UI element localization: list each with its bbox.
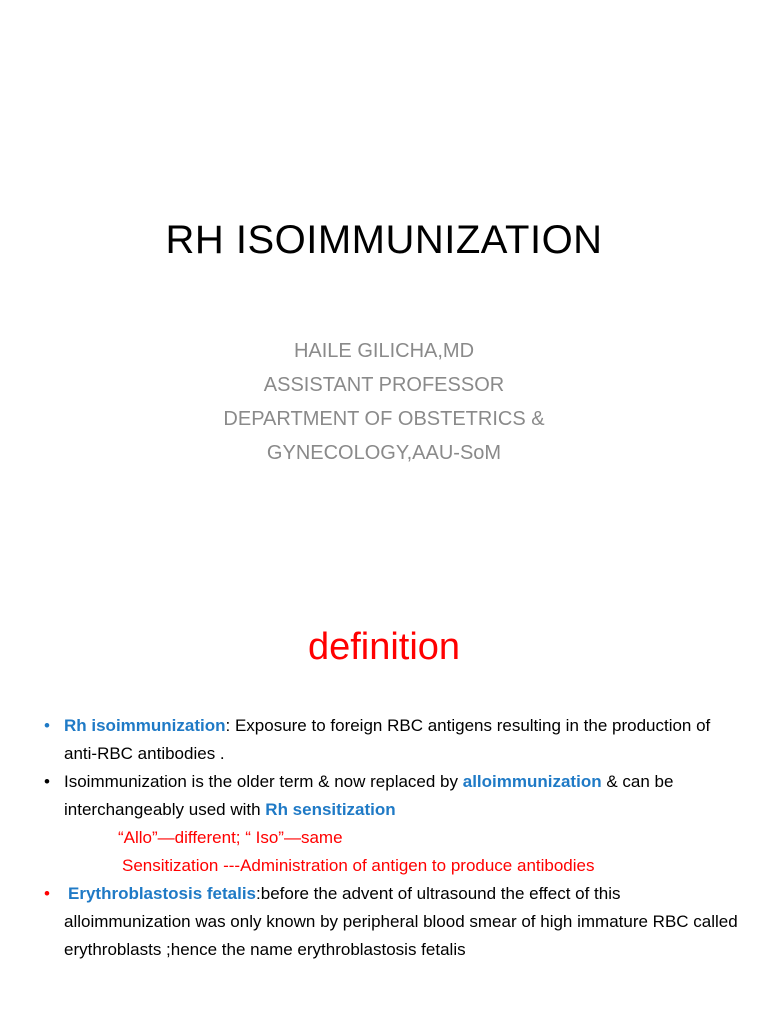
author-position: ASSISTANT PROFESSOR [263,374,505,396]
definition-slide [0,600,768,1024]
bullet-dot-icon: • [44,716,50,735]
bullet-text: :before the advent of ultrasound the effect of this alloimmunization was only known by peripheral blood smear of high immature RBC called erythroblasts ;hence the name erythroblastosis fetalis [64,884,738,959]
bullet-rh-isoimmunization [44,712,744,768]
definition-heading: definition [307,626,461,668]
note-sensitization: Sensitization ---Administration of antigen to produce antibodies [122,856,595,875]
bullet-text: : Exposure to foreign RBC antigens resulting in the production of anti-RBC antibodies . [64,716,711,763]
bullet-text-b: & can be interchangeably used with [64,772,674,819]
definition-body [44,712,744,964]
author-department-line-2: GYNECOLOGY,AAU-SoM [266,442,502,464]
bullet-erythroblastosis [44,880,744,964]
term-rh-isoimmunization: Rh isoimmunization [64,716,226,735]
term-rh-sensitization: Rh sensitization [265,800,396,819]
bullet-text-a: Isoimmunization is the older term & now replaced by [64,772,463,791]
author-name: HAILE GILICHA,MD [293,340,475,362]
term-erythroblastosis-fetalis: Erythroblastosis fetalis [68,884,257,903]
slide-title: RH ISOIMMUNIZATION [165,218,603,262]
bullet-isoimmunization-term [44,768,744,824]
bullet-dot-icon: • [44,884,50,903]
author-department-line-1: DEPARTMENT OF OBSTETRICS & [223,408,545,430]
bullet-dot-icon: • [44,772,50,791]
term-alloimmunization: alloimmunization [462,772,602,791]
note-allo-iso: “Allo”—different; “ Iso”—same [118,828,343,847]
author-block [150,334,618,470]
